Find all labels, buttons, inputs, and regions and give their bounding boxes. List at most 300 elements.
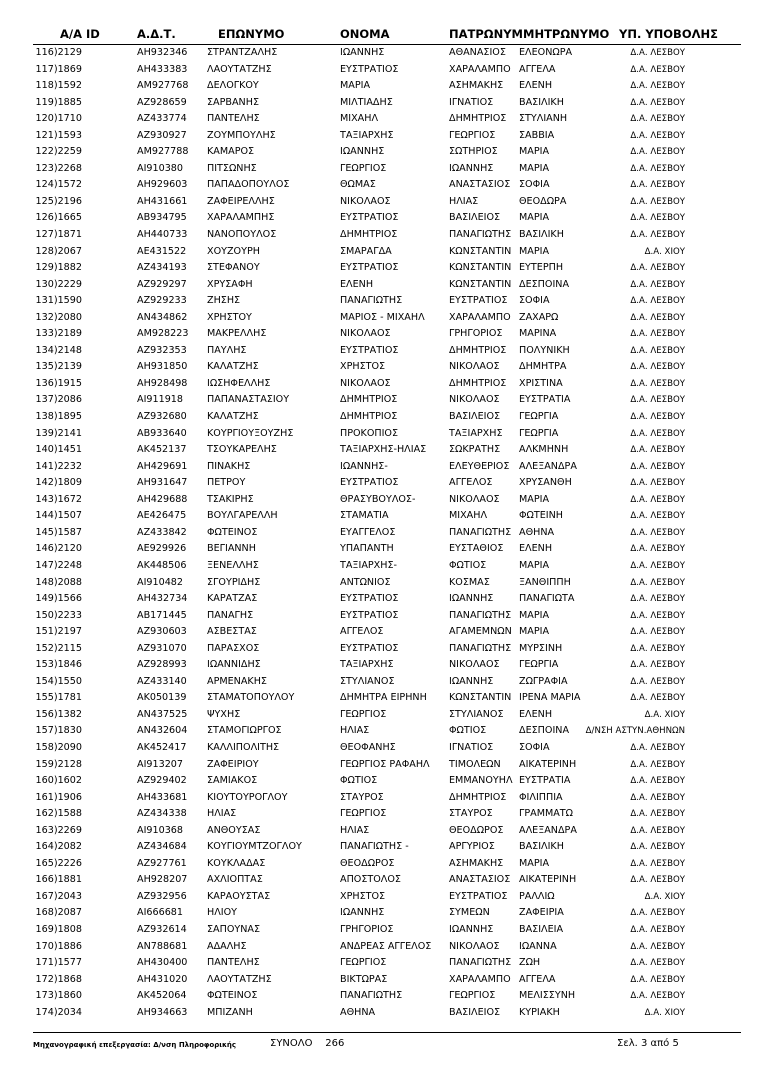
cell-ypovoli: Δ/ΝΣΗ ΑΣΤΥΝ.ΑΘΗΝΩΝ <box>585 726 685 737</box>
cell-aa: 149 <box>35 593 54 605</box>
table-row <box>0 872 763 889</box>
header-mitronym: ΜΗΤΡΩΝΥΜΟ <box>523 27 610 41</box>
cell-mitronym: ΔΕΣΠΟΙΝΑ <box>519 278 570 290</box>
table-row <box>0 591 763 608</box>
cell-patronym: ΕΜΜΑΝΟΥΗΛ <box>449 775 513 787</box>
cell-id: 2233 <box>57 609 82 621</box>
cell-id: 2087 <box>57 907 82 919</box>
table-row <box>0 459 763 476</box>
cell-ypovoli: Δ.Α. ΛΕΣΒΟΥ <box>630 991 685 1002</box>
cell-patronym: ΦΩΤΙΟΣ <box>449 559 487 571</box>
cell-eponymo: ΚΙΟΥΤΟΥΡΟΓΛΟΥ <box>207 791 288 803</box>
cell-eponymo: ΠΙΝΑΚΗΣ <box>207 460 251 472</box>
cell-eponymo: ΣΑΡΒΑΝΗΣ <box>207 96 260 108</box>
cell-mitronym: ΓΕΩΡΓΙΑ <box>519 411 559 423</box>
cell-aa: 134 <box>35 344 54 356</box>
cell-aa-id: 120)1710 <box>35 113 82 125</box>
cell-aa: 127 <box>35 229 54 241</box>
cell-id: 2248 <box>57 559 82 571</box>
cell-onoma: ΕΥΣΤΡΑΤΙΟΣ <box>340 477 399 489</box>
header-patronym: ΠΑΤΡΩΝΥΜ <box>449 27 523 41</box>
cell-patronym: ΙΩΑΝΝΗΣ <box>449 593 494 605</box>
cell-adt: ΑΖ928993 <box>137 659 187 671</box>
cell-aa-id: 149)1566 <box>35 593 82 605</box>
cell-aa-id: 142)1809 <box>35 477 82 489</box>
cell-mitronym: ΜΑΡΙΑ <box>519 559 550 571</box>
table-row <box>0 326 763 343</box>
cell-adt: ΑΖ929402 <box>137 775 187 787</box>
cell-patronym: ΝΙΚΟΛΑΟΣ <box>449 940 500 952</box>
cell-aa: 122 <box>35 146 54 158</box>
cell-onoma: ΕΥΣΤΡΑΤΙΟΣ <box>340 262 399 274</box>
cell-mitronym: ΕΛΕΝΗ <box>519 708 553 720</box>
cell-aa: 116 <box>35 47 54 58</box>
cell-id: 1915 <box>57 377 82 389</box>
cell-eponymo: ΚΟΥΡΓΙΟΥΞΟΥΖΗΣ <box>207 427 294 439</box>
cell-id: 2120 <box>57 543 82 555</box>
cell-aa-id: 166)1881 <box>35 874 82 886</box>
cell-aa: 133 <box>35 328 54 340</box>
cell-mitronym: ΕΥΤΕΡΠΗ <box>519 262 564 274</box>
cell-eponymo: ΖΟΥΜΠΟΥΛΗΣ <box>207 129 276 141</box>
cell-aa-id: 157)1830 <box>35 725 82 737</box>
cell-aa-id: 145)1587 <box>35 526 82 538</box>
cell-mitronym: ΡΑΛΛΙΩ <box>519 890 555 902</box>
cell-aa-id: 127)1871 <box>35 229 82 241</box>
cell-onoma: ΕΥΣΤΡΑΤΙΟΣ <box>340 593 399 605</box>
cell-patronym: ΑΘΑΝΑΣΙΟΣ <box>449 47 506 58</box>
cell-eponymo: ΧΡΥΣΑΦΗ <box>207 278 253 290</box>
table-row <box>0 210 763 227</box>
cell-patronym: ΔΗΜΗΤΡΙΟΣ <box>449 113 507 125</box>
cell-aa-id: 155)1781 <box>35 692 82 704</box>
cell-patronym: ΚΩΝΣΤΑΝΤΙΝ <box>449 692 512 704</box>
cell-eponymo: ΔΕΛΟΓΚΟΥ <box>207 80 259 92</box>
cell-eponymo: ΣΤΕΦΑΝΟΥ <box>207 262 260 274</box>
table-row <box>0 773 763 790</box>
cell-onoma: ΙΩΑΝΝΗΣ- <box>340 460 388 472</box>
cell-aa: 161 <box>35 791 54 803</box>
table-row <box>0 227 763 244</box>
cell-onoma: ΔΗΜΗΤΡΑ ΕΙΡΗΝΗ <box>340 692 427 704</box>
cell-eponymo: ΠΑΡΑΣΧΟΣ <box>207 642 260 654</box>
cell-mitronym: ΜΑΡΙΑ <box>519 162 550 174</box>
cell-mitronym: ΣΟΦΙΑ <box>519 179 550 191</box>
cell-adt: ΑΗ440733 <box>137 229 188 241</box>
cell-patronym: ΑΣΗΜΑΚΗΣ <box>449 80 504 92</box>
cell-mitronym: ΕΥΣΤΡΑΤΙΑ <box>519 775 571 787</box>
cell-eponymo: ΙΩΣΗΦΕΛΛΗΣ <box>207 377 271 389</box>
cell-eponymo: ΦΩΤΕΙΝΟΣ <box>207 990 258 1002</box>
table-row <box>0 475 763 492</box>
cell-aa-id: 172)1868 <box>35 973 82 985</box>
cell-aa: 138 <box>35 411 54 423</box>
cell-onoma: ΤΑΞΙΑΡΧΗΣ <box>340 129 394 141</box>
cell-eponymo: ΠΑΠΑΝΑΣΤΑΣΙΟΥ <box>207 394 290 406</box>
cell-patronym: ΒΑΣΙΛΕΙΟΣ <box>449 1006 501 1018</box>
table-row <box>0 690 763 707</box>
cell-aa: 132 <box>35 311 54 323</box>
table-row <box>0 442 763 459</box>
cell-onoma: ΘΕΟΔΩΡΟΣ <box>340 857 395 869</box>
cell-aa: 162 <box>35 808 54 820</box>
cell-adt: ΑΚ050139 <box>137 692 187 704</box>
table-row <box>0 310 763 327</box>
cell-adt: ΑΕ431522 <box>137 245 187 257</box>
cell-adt: ΑΗ429688 <box>137 493 188 505</box>
cell-id: 2115 <box>57 642 82 654</box>
cell-mitronym: ΒΑΣΙΛΕΙΑ <box>519 923 564 935</box>
cell-aa: 160 <box>35 775 54 787</box>
cell-patronym: ΣΤΥΛΙΑΝΟΣ <box>449 708 504 720</box>
cell-onoma: ΗΛΙΑΣ <box>340 824 370 836</box>
cell-ypovoli: Δ.Α. ΛΕΣΒΟΥ <box>630 908 685 919</box>
cell-mitronym: ΜΑΡΙΑ <box>519 493 550 505</box>
cell-eponymo: ΚΑΡΑΟΥΣΤΑΣ <box>207 890 271 902</box>
cell-patronym: ΑΣΗΜΑΚΗΣ <box>449 857 504 869</box>
cell-aa: 125 <box>35 195 54 207</box>
cell-eponymo: ΠΑΝΑΓΗΣ <box>207 609 254 621</box>
cell-patronym: ΓΕΩΡΓΙΟΣ <box>449 129 496 141</box>
cell-onoma: ΘΡΑΣΥΒΟΥΛΟΣ- <box>340 493 416 505</box>
cell-eponymo: ΚΑΡΑΤΖΑΣ <box>207 593 258 605</box>
cell-id: 1846 <box>57 659 82 671</box>
cell-id: 2196 <box>57 195 82 207</box>
cell-id: 2088 <box>57 576 82 588</box>
cell-onoma: ΒΙΚΤΩΡΑΣ <box>340 973 388 985</box>
cell-aa-id: 134)2148 <box>35 344 82 356</box>
cell-aa: 146 <box>35 543 54 555</box>
cell-patronym: ΙΩΑΝΝΗΣ <box>449 923 494 935</box>
cell-aa-id: 117)1869 <box>35 63 82 75</box>
cell-eponymo: ΧΑΡΑΛΑΜΠΗΣ <box>207 212 275 224</box>
cell-adt: ΑΖ930927 <box>137 129 187 141</box>
cell-eponymo: ΛΑΟΥΤΑΤΖΗΣ <box>207 63 272 75</box>
cell-aa-id: 148)2088 <box>35 576 82 588</box>
cell-adt: ΑΗ932346 <box>137 47 188 58</box>
cell-id: 2229 <box>57 278 82 290</box>
cell-aa-id: 164)2082 <box>35 841 82 853</box>
cell-onoma: ΕΛΕΝΗ <box>340 278 374 290</box>
cell-patronym: ΙΩΑΝΝΗΣ <box>449 162 494 174</box>
cell-aa-id: 141)2232 <box>35 460 82 472</box>
cell-mitronym: ΧΡΥΣΑΝΘΗ <box>519 477 572 489</box>
cell-mitronym: ΜΑΡΙΑ <box>519 212 550 224</box>
cell-id: 1885 <box>57 96 82 108</box>
cell-aa-id: 154)1550 <box>35 675 82 687</box>
cell-aa: 150 <box>35 609 54 621</box>
cell-patronym: ΠΑΝΑΓΙΩΤΗΣ <box>449 609 512 621</box>
cell-adt: ΑΝ434862 <box>137 311 188 323</box>
cell-aa-id: 123)2268 <box>35 162 82 174</box>
cell-patronym: ΣΤΑΥΡΟΣ <box>449 808 493 820</box>
cell-aa-id: 160)1602 <box>35 775 82 787</box>
cell-onoma: ΕΥΣΤΡΑΤΙΟΣ <box>340 344 399 356</box>
cell-aa: 155 <box>35 692 54 704</box>
cell-aa: 171 <box>35 957 54 969</box>
table-body <box>0 45 763 1021</box>
cell-eponymo: ΞΕΝΕΛΛΗΣ <box>207 559 259 571</box>
cell-ypovoli: Δ.Α. ΛΕΣΒΟΥ <box>630 130 685 141</box>
cell-adt: ΑΒ171445 <box>137 609 187 621</box>
cell-eponymo: ΣΤΑΜΑΤΟΠΟΥΛΟΥ <box>207 692 295 704</box>
cell-mitronym: ΠΟΛΥΝΙΚΗ <box>519 344 570 356</box>
cell-id: 1588 <box>57 808 82 820</box>
cell-aa-id: 139)2141 <box>35 427 82 439</box>
cell-aa-id: 122)2259 <box>35 146 82 158</box>
cell-id: 2090 <box>57 741 82 753</box>
cell-ypovoli: Δ.Α. ΛΕΣΒΟΥ <box>630 279 685 290</box>
cell-adt: ΑΖ932680 <box>137 411 187 423</box>
cell-aa-id: 171)1577 <box>35 957 82 969</box>
cell-mitronym: ΜΑΡΙΝΑ <box>519 328 557 340</box>
cell-patronym: ΚΟΣΜΑΣ <box>449 576 490 588</box>
cell-mitronym: ΓΕΩΡΓΙΑ <box>519 427 559 439</box>
table-row <box>0 541 763 558</box>
cell-id: 1710 <box>57 113 82 125</box>
cell-aa-id: 147)2248 <box>35 559 82 571</box>
cell-onoma: ΓΕΩΡΓΙΟΣ <box>340 708 387 720</box>
cell-patronym: ΜΙΧΑΗΛ <box>449 510 488 522</box>
cell-id: 1507 <box>57 510 82 522</box>
cell-id: 1886 <box>57 940 82 952</box>
cell-id: 1869 <box>57 63 82 75</box>
cell-onoma: ΓΕΩΡΓΙΟΣ <box>340 957 387 969</box>
footer-total-label: ΣΥΝΟΛΟ <box>270 1038 313 1049</box>
cell-adt: ΑΙ666681 <box>137 907 184 919</box>
cell-aa-id: 151)2197 <box>35 626 82 638</box>
cell-aa: 158 <box>35 741 54 753</box>
cell-onoma: ΜΙΧΑΗΛ <box>340 113 379 125</box>
cell-eponymo: ΖΑΦΕΙΡΙΟΥ <box>207 758 259 770</box>
cell-adt: ΑΙ911918 <box>137 394 184 406</box>
cell-id: 2232 <box>57 460 82 472</box>
cell-adt: ΑΖ434193 <box>137 262 187 274</box>
cell-mitronym: ΣΑΒΒΙΑ <box>519 129 555 141</box>
cell-eponymo: ΚΟΥΓΙΟΥΜΤΖΟΓΛΟΥ <box>207 841 302 853</box>
table-row <box>0 45 763 62</box>
table-row <box>0 177 763 194</box>
cell-ypovoli: Δ.Α. ΛΕΣΒΟΥ <box>630 759 685 770</box>
cell-ypovoli: Δ.Α. ΛΕΣΒΟΥ <box>630 924 685 935</box>
cell-ypovoli: Δ.Α. ΧΙΟΥ <box>644 1007 685 1018</box>
header-onoma: ΟΝΟΜΑ <box>340 27 390 41</box>
cell-onoma: ΘΕΟΦΑΝΗΣ <box>340 741 396 753</box>
cell-aa: 148 <box>35 576 54 588</box>
cell-id: 1881 <box>57 874 82 886</box>
table-row <box>0 641 763 658</box>
cell-adt: ΑΖ929233 <box>137 295 187 307</box>
cell-aa: 166 <box>35 874 54 886</box>
cell-id: 1882 <box>57 262 82 274</box>
footer-page-number: Σελ. 3 από 5 <box>617 1038 679 1049</box>
cell-onoma: ΝΙΚΟΛΑΟΣ <box>340 195 391 207</box>
cell-ypovoli: Δ.Α. ΛΕΣΒΟΥ <box>630 329 685 340</box>
cell-adt: ΑΖ433842 <box>137 526 187 538</box>
cell-eponymo: ΤΣΟΥΚΑΡΕΛΗΣ <box>207 444 277 456</box>
cell-ypovoli: Δ.Α. ΛΕΣΒΟΥ <box>630 64 685 75</box>
cell-aa-id: 167)2043 <box>35 890 82 902</box>
cell-onoma: ΣΤΥΛΙΑΝΟΣ <box>340 675 395 687</box>
cell-adt: ΑΗ429691 <box>137 460 188 472</box>
cell-id: 2043 <box>57 890 82 902</box>
cell-adt: ΑΗ928498 <box>137 377 188 389</box>
cell-aa: 136 <box>35 377 54 389</box>
cell-id: 1906 <box>57 791 82 803</box>
cell-aa: 174 <box>35 1006 54 1018</box>
table-row <box>0 707 763 724</box>
cell-ypovoli: Δ.Α. ΛΕΣΒΟΥ <box>630 527 685 538</box>
cell-eponymo: ΠΑΝΤΕΛΗΣ <box>207 957 260 969</box>
cell-adt: ΑΒ934795 <box>137 212 187 224</box>
cell-ypovoli: Δ.Α. ΛΕΣΒΟΥ <box>630 97 685 108</box>
cell-patronym: ΣΩΚΡΑΤΗΣ <box>449 444 501 456</box>
cell-ypovoli: Δ.Α. ΧΙΟΥ <box>644 709 685 720</box>
cell-adt: ΑΝ437525 <box>137 708 188 720</box>
cell-patronym: ΧΑΡΑΛΑΜΠΟ <box>449 311 511 323</box>
cell-ypovoli: Δ.Α. ΛΕΣΒΟΥ <box>630 378 685 389</box>
cell-mitronym: ΠΑΝΑΓΙΩΤΑ <box>519 593 575 605</box>
table-row <box>0 376 763 393</box>
cell-id: 2259 <box>57 146 82 158</box>
table-row <box>0 62 763 79</box>
cell-aa: 120 <box>35 113 54 125</box>
cell-onoma: ΙΩΑΝΝΗΣ <box>340 907 385 919</box>
cell-adt: ΑΖ434684 <box>137 841 187 853</box>
cell-ypovoli: Δ.Α. ΛΕΣΒΟΥ <box>630 742 685 753</box>
cell-id: 1593 <box>57 129 82 141</box>
cell-aa-id: 116)2129 <box>35 47 82 58</box>
table-row <box>0 790 763 807</box>
cell-aa: 168 <box>35 907 54 919</box>
cell-adt: ΑΖ929297 <box>137 278 187 290</box>
cell-aa-id: 173)1860 <box>35 990 82 1002</box>
cell-aa: 159 <box>35 758 54 770</box>
cell-adt: ΑΚ448506 <box>137 559 187 571</box>
table-row <box>0 674 763 691</box>
cell-patronym: ΠΑΝΑΓΙΩΤΗΣ <box>449 642 512 654</box>
cell-aa-id: 125)2196 <box>35 195 82 207</box>
cell-adt: ΑΝ788681 <box>137 940 188 952</box>
cell-adt: ΑΗ931850 <box>137 361 188 373</box>
cell-onoma: ΓΕΩΡΓΙΟΣ <box>340 162 387 174</box>
cell-aa: 129 <box>35 262 54 274</box>
cell-ypovoli: Δ.Α. ΛΕΣΒΟΥ <box>630 478 685 489</box>
cell-aa: 121 <box>35 129 54 141</box>
cell-aa-id: 170)1886 <box>35 940 82 952</box>
cell-id: 1587 <box>57 526 82 538</box>
cell-id: 2086 <box>57 394 82 406</box>
cell-eponymo: ΨΥΧΗΣ <box>207 708 241 720</box>
table-row <box>0 78 763 95</box>
cell-aa-id: 153)1846 <box>35 659 82 671</box>
cell-patronym: ΧΑΡΑΛΑΜΠΟ <box>449 973 511 985</box>
cell-onoma: ΔΗΜΗΤΡΙΟΣ <box>340 394 398 406</box>
cell-aa-id: 143)1672 <box>35 493 82 505</box>
cell-onoma: ΕΥΣΤΡΑΤΙΟΣ <box>340 642 399 654</box>
cell-eponymo: ΑΝΘΟΥΣΑΣ <box>207 824 261 836</box>
cell-ypovoli: Δ.Α. ΛΕΣΒΟΥ <box>630 163 685 174</box>
cell-eponymo: ΧΡΗΣΤΟΥ <box>207 311 252 323</box>
cell-ypovoli: Δ.Α. ΛΕΣΒΟΥ <box>630 263 685 274</box>
cell-id: 2197 <box>57 626 82 638</box>
cell-onoma: ΣΤΑΥΡΟΣ <box>340 791 384 803</box>
cell-eponymo: ΒΕΓΙΑΝΝΗ <box>207 543 256 555</box>
cell-aa: 118 <box>35 80 54 92</box>
cell-ypovoli: Δ.Α. ΛΕΣΒΟΥ <box>630 511 685 522</box>
cell-adt: ΑΖ932956 <box>137 890 187 902</box>
cell-id: 2082 <box>57 841 82 853</box>
cell-patronym: ΝΙΚΟΛΑΟΣ <box>449 659 500 671</box>
cell-eponymo: ΣΑΜΙΑΚΟΣ <box>207 775 258 787</box>
cell-adt: ΑΖ433774 <box>137 113 187 125</box>
table-row <box>0 558 763 575</box>
cell-aa: 147 <box>35 559 54 571</box>
cell-mitronym: ΘΕΟΔΩΡΑ <box>519 195 567 207</box>
cell-ypovoli: Δ.Α. ΛΕΣΒΟΥ <box>630 312 685 323</box>
cell-aa: 165 <box>35 857 54 869</box>
table-row <box>0 359 763 376</box>
cell-id: 1602 <box>57 775 82 787</box>
cell-patronym: ΝΙΚΟΛΑΟΣ <box>449 493 500 505</box>
table-row <box>0 293 763 310</box>
footer-total <box>270 1038 344 1049</box>
cell-id: 1871 <box>57 229 82 241</box>
cell-aa: 140 <box>35 444 54 456</box>
cell-mitronym: ΓΕΩΡΓΙΑ <box>519 659 559 671</box>
cell-ypovoli: Δ.Α. ΛΕΣΒΟΥ <box>630 594 685 605</box>
cell-id: 1382 <box>57 708 82 720</box>
cell-ypovoli: Δ.Α. ΛΕΣΒΟΥ <box>630 974 685 985</box>
cell-patronym: ΔΗΜΗΤΡΙΟΣ <box>449 344 507 356</box>
cell-mitronym: ΑΛΕΞΑΝΔΡΑ <box>519 824 577 836</box>
cell-adt: ΑΗ431661 <box>137 195 188 207</box>
cell-mitronym: ΜΑΡΙΑ <box>519 609 550 621</box>
cell-id: 2129 <box>57 47 82 58</box>
cell-mitronym: ΕΛΕΟΝΩΡΑ <box>519 47 573 58</box>
cell-ypovoli: Δ.Α. ΛΕΣΒΟΥ <box>630 230 685 241</box>
cell-ypovoli: Δ.Α. ΛΕΣΒΟΥ <box>630 48 685 58</box>
cell-mitronym: ΖΩΓΡΑΦΙΑ <box>519 675 568 687</box>
cell-onoma: ΑΝΔΡΕΑΣ ΑΓΓΕΛΟΣ <box>340 940 432 952</box>
cell-id: 1830 <box>57 725 82 737</box>
cell-ypovoli: Δ.Α. ΧΙΟΥ <box>644 246 685 257</box>
cell-adt: ΑΗ433681 <box>137 791 188 803</box>
cell-eponymo: ΤΣΑΚΙΡΗΣ <box>207 493 254 505</box>
cell-aa-id: 130)2229 <box>35 278 82 290</box>
cell-onoma: ΑΠΟΣΤΟΛΟΣ <box>340 874 401 886</box>
cell-mitronym: ΑΛΚΜΗΝΗ <box>519 444 569 456</box>
cell-eponymo: ΠΕΤΡΟΥ <box>207 477 246 489</box>
cell-adt: ΑΗ934663 <box>137 1006 188 1018</box>
cell-adt: ΑΙ910368 <box>137 824 184 836</box>
cell-eponymo: ΣΤΑΜΟΓΙΩΡΓΟΣ <box>207 725 282 737</box>
table-row <box>0 277 763 294</box>
table-row <box>0 343 763 360</box>
table-row <box>0 839 763 856</box>
cell-onoma: ΤΑΞΙΑΡΧΗΣ-ΗΛΙΑΣ <box>340 444 427 456</box>
cell-patronym: ΔΗΜΗΤΡΙΟΣ <box>449 791 507 803</box>
footer-divider <box>33 1032 741 1033</box>
cell-mitronym: ΑΛΕΞΑΝΔΡΑ <box>519 460 577 472</box>
cell-mitronym: ΜΑΡΙΑ <box>519 245 550 257</box>
cell-aa: 163 <box>35 824 54 836</box>
table-row <box>0 95 763 112</box>
cell-onoma: ΠΑΝΑΓΙΩΤΗΣ <box>340 990 403 1002</box>
cell-id: 2269 <box>57 824 82 836</box>
cell-onoma: ΙΩΑΝΝΗΣ <box>340 146 385 158</box>
cell-aa-id: 129)1882 <box>35 262 82 274</box>
